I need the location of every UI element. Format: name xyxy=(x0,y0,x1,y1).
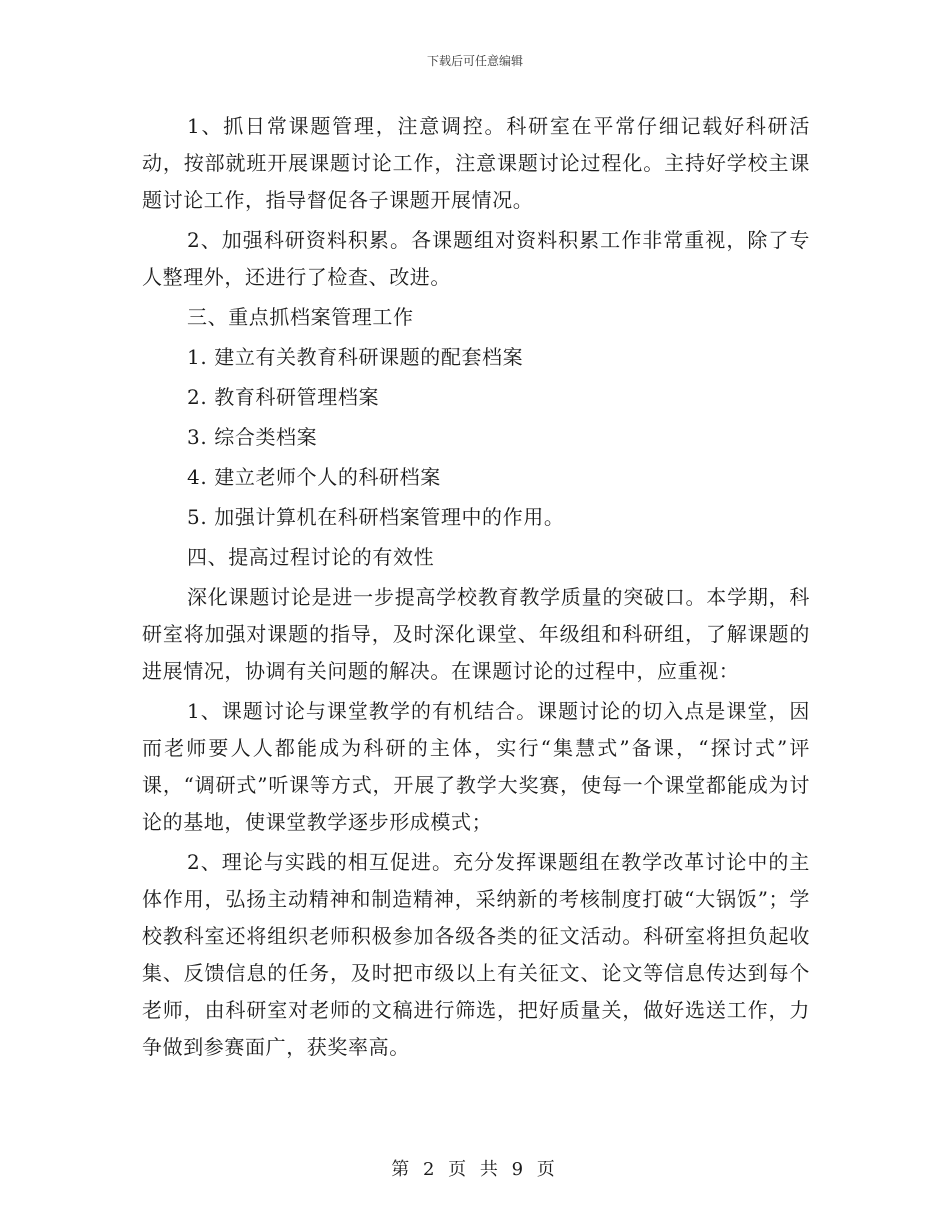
paragraph-classroom-integration: 1、课题讨论与课堂教学的有机结合。课题讨论的切入点是课堂，因而老师要人人都能成为科研的主体，实行“集慧式”备课，“探讨式”评课，“调研式”听课等方式，开展了教学大奖赛，使每一个课堂都能成为讨论的基地，使课堂教学逐步形成模式； xyxy=(142,699,810,834)
paragraph-daily-project-management: 1、抓日常课题管理，注意调控。科研室在平常仔细记载好科研活动，按部就班开展课题讨论工作，注意课题讨论过程化。主持好学校主课题讨论工作，指导督促各子课题开展情况。 xyxy=(142,114,810,212)
paragraph-theory-practice: 2、理论与实践的相互促进。充分发挥课题组在教学改革讨论中的主体作用，弘扬主动精神和制造精神，采纳新的考核制度打破“大锅饭”；学校教科室还将组织老师积极参加各级各类的征文活动。科研室将担负起收集、反馈信息的任务，及时把市级以上有关征文、论文等信息传达到每个老师，由科研室对老师的文稿进行筛选，把好质量关，做好选送工作，力争做到参赛面广，获奖率高。 xyxy=(142,850,810,1059)
section-heading-process-effectiveness: 四、提高过程讨论的有效性 xyxy=(187,545,435,569)
list-item-comprehensive-archive: 3. 综合类档案 xyxy=(187,425,318,449)
list-item-management-archive: 2. 教育科研管理档案 xyxy=(187,385,380,409)
page-number: 第 2 页 共 9 页 xyxy=(391,1159,559,1180)
list-item-project-archive: 1. 建立有关教育科研课题的配套档案 xyxy=(187,345,524,369)
download-note: 下载后可任意编辑 xyxy=(426,54,523,68)
list-item-teacher-archive: 4. 建立老师个人的科研档案 xyxy=(187,465,441,489)
paragraph-deepen-discussion: 深化课题讨论是进一步提高学校教育教学质量的突破口。本学期，科研室将加强对课题的指导，及时深化课堂、年级组和科研组，了解课题的进展情况，协调有关问题的解决。在课题讨论的过程中，应重视： xyxy=(142,585,810,683)
document-body xyxy=(142,108,810,1069)
section-heading-archive-management: 三、重点抓档案管理工作 xyxy=(187,305,414,329)
paragraph-research-materials: 2、加强科研资料积累。各课题组对资料积累工作非常重视，除了专人整理外，还进行了检查、改进。 xyxy=(142,228,810,289)
list-item-computer-role: 5. 加强计算机在科研档案管理中的作用。 xyxy=(187,505,565,529)
